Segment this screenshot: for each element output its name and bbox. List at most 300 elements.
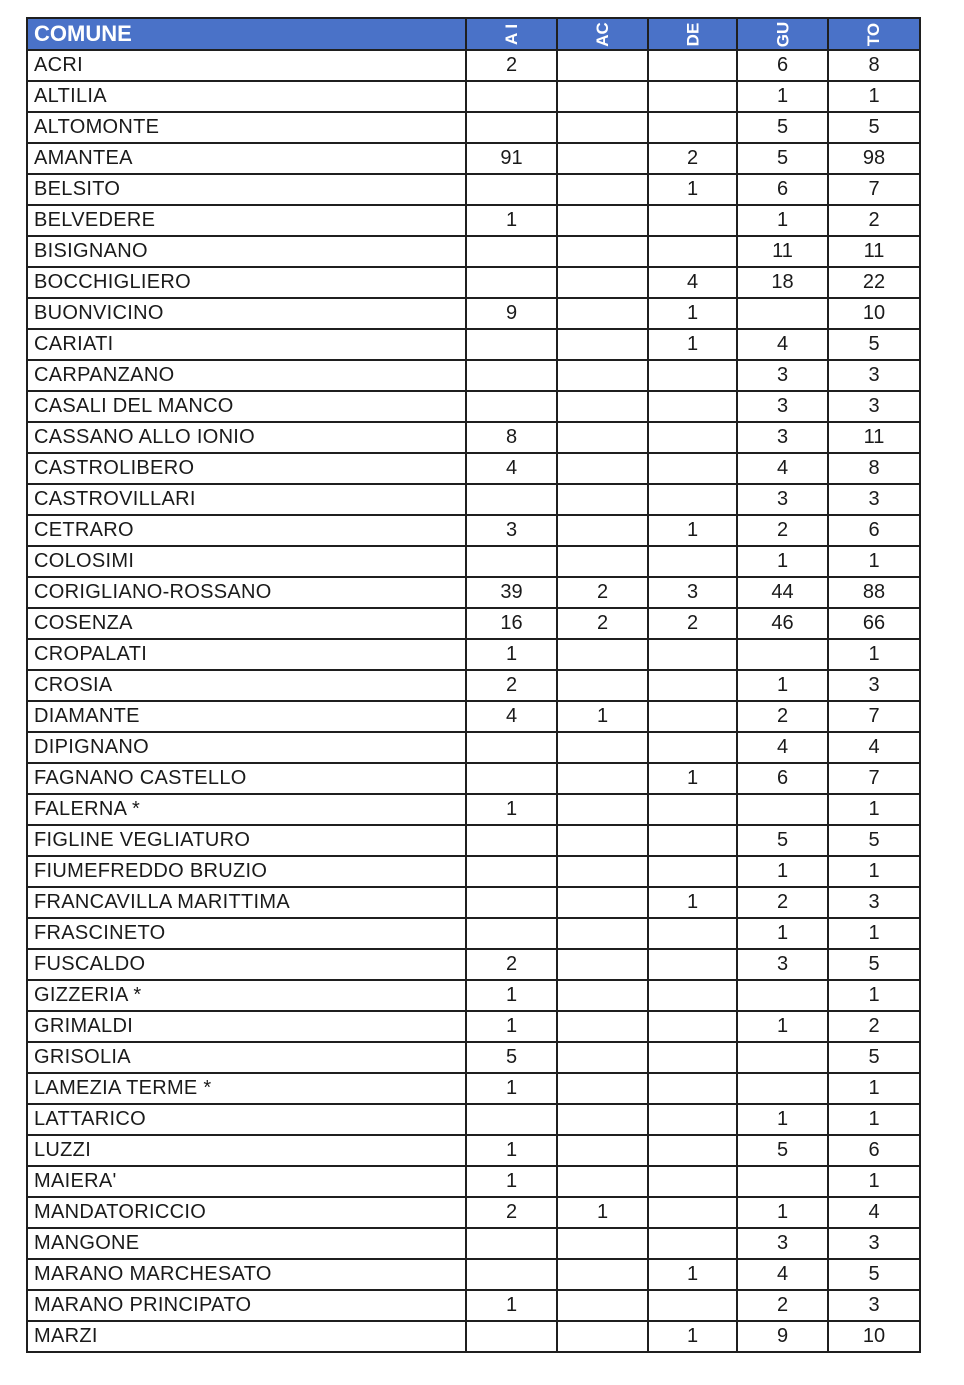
value-cell xyxy=(648,484,737,515)
value-cell xyxy=(648,1290,737,1321)
value-cell: 1 xyxy=(648,1321,737,1352)
value-cell xyxy=(648,112,737,143)
value-cell: 1 xyxy=(828,794,920,825)
table-row xyxy=(27,918,920,949)
table-row xyxy=(27,577,920,608)
comune-cell: GIZZERIA * xyxy=(27,980,466,1011)
value-cell xyxy=(557,143,648,174)
comune-cell: FIGLINE VEGLIATURO xyxy=(27,825,466,856)
comune-cell: MANGONE xyxy=(27,1228,466,1259)
value-cell: 7 xyxy=(828,174,920,205)
value-cell xyxy=(466,732,557,763)
value-cell xyxy=(737,298,828,329)
value-cell xyxy=(737,1166,828,1197)
value-cell xyxy=(466,1104,557,1135)
comune-cell: FALERNA * xyxy=(27,794,466,825)
value-cell xyxy=(557,1166,648,1197)
value-cell: 91 xyxy=(466,143,557,174)
value-cell: 98 xyxy=(828,143,920,174)
value-cell xyxy=(466,1228,557,1259)
comune-cell: ACRI xyxy=(27,50,466,81)
value-cell xyxy=(648,980,737,1011)
table-row xyxy=(27,732,920,763)
value-cell: 11 xyxy=(828,422,920,453)
table-row xyxy=(27,794,920,825)
value-cell xyxy=(648,1166,737,1197)
value-cell xyxy=(648,670,737,701)
table-body xyxy=(27,50,920,1352)
value-cell xyxy=(648,1042,737,1073)
value-cell: 1 xyxy=(828,1073,920,1104)
value-cell xyxy=(648,360,737,391)
value-cell: 3 xyxy=(737,1228,828,1259)
table-row xyxy=(27,298,920,329)
comune-cell: FUSCALDO xyxy=(27,949,466,980)
value-cell: 1 xyxy=(648,1259,737,1290)
comune-cell: FRANCAVILLA MARITTIMA xyxy=(27,887,466,918)
value-cell xyxy=(648,1197,737,1228)
value-cell: 1 xyxy=(466,1290,557,1321)
value-cell: 6 xyxy=(828,1135,920,1166)
value-cell xyxy=(557,50,648,81)
value-cell: 8 xyxy=(828,453,920,484)
value-cell xyxy=(648,856,737,887)
table-row xyxy=(27,670,920,701)
comune-cell: CROPALATI xyxy=(27,639,466,670)
value-cell: 1 xyxy=(648,515,737,546)
value-cell: 5 xyxy=(737,112,828,143)
value-cell: 1 xyxy=(828,1166,920,1197)
value-cell xyxy=(557,1011,648,1042)
value-cell: 9 xyxy=(466,298,557,329)
value-cell: 4 xyxy=(737,1259,828,1290)
value-cell: 8 xyxy=(466,422,557,453)
value-cell xyxy=(648,1104,737,1135)
value-cell xyxy=(648,639,737,670)
comune-cell: GRIMALDI xyxy=(27,1011,466,1042)
value-cell xyxy=(648,732,737,763)
value-cell: 3 xyxy=(466,515,557,546)
value-cell: 1 xyxy=(466,1011,557,1042)
header-col-4: GU xyxy=(737,18,828,50)
value-cell xyxy=(557,856,648,887)
value-cell xyxy=(648,391,737,422)
value-cell: 5 xyxy=(828,825,920,856)
table-row xyxy=(27,1259,920,1290)
table-row xyxy=(27,1042,920,1073)
value-cell: 46 xyxy=(737,608,828,639)
value-cell: 1 xyxy=(737,1104,828,1135)
value-cell: 11 xyxy=(737,236,828,267)
comune-cell: BUONVICINO xyxy=(27,298,466,329)
value-cell: 44 xyxy=(737,577,828,608)
comune-cell: CROSIA xyxy=(27,670,466,701)
comune-cell: CASTROLIBERO xyxy=(27,453,466,484)
value-cell xyxy=(648,453,737,484)
value-cell: 2 xyxy=(557,608,648,639)
value-cell: 4 xyxy=(466,701,557,732)
table-row xyxy=(27,546,920,577)
value-cell: 1 xyxy=(737,856,828,887)
value-cell: 8 xyxy=(828,50,920,81)
value-cell xyxy=(557,887,648,918)
value-cell xyxy=(557,794,648,825)
value-cell: 6 xyxy=(828,515,920,546)
table-row xyxy=(27,112,920,143)
value-cell xyxy=(466,174,557,205)
value-cell xyxy=(557,918,648,949)
table-row xyxy=(27,329,920,360)
table-row xyxy=(27,515,920,546)
value-cell: 4 xyxy=(828,732,920,763)
value-cell xyxy=(557,639,648,670)
value-cell: 16 xyxy=(466,608,557,639)
value-cell xyxy=(466,825,557,856)
value-cell xyxy=(557,980,648,1011)
value-cell xyxy=(466,267,557,298)
value-cell xyxy=(557,422,648,453)
value-cell: 3 xyxy=(828,1228,920,1259)
value-cell xyxy=(557,1290,648,1321)
value-cell xyxy=(648,81,737,112)
value-cell: 18 xyxy=(737,267,828,298)
comune-cell: BELSITO xyxy=(27,174,466,205)
value-cell: 1 xyxy=(828,918,920,949)
value-cell xyxy=(648,918,737,949)
value-cell xyxy=(557,236,648,267)
value-cell xyxy=(466,887,557,918)
value-cell xyxy=(466,391,557,422)
value-cell xyxy=(557,267,648,298)
comune-cell: FIUMEFREDDO BRUZIO xyxy=(27,856,466,887)
value-cell: 7 xyxy=(828,763,920,794)
value-cell: 3 xyxy=(737,949,828,980)
value-cell: 2 xyxy=(648,143,737,174)
comune-cell: GRISOLIA xyxy=(27,1042,466,1073)
value-cell: 66 xyxy=(828,608,920,639)
value-cell xyxy=(557,329,648,360)
table-row xyxy=(27,1321,920,1352)
value-cell: 1 xyxy=(828,856,920,887)
value-cell: 1 xyxy=(466,980,557,1011)
value-cell: 2 xyxy=(828,1011,920,1042)
value-cell xyxy=(466,236,557,267)
value-cell xyxy=(557,298,648,329)
value-cell xyxy=(557,1042,648,1073)
value-cell: 4 xyxy=(648,267,737,298)
value-cell: 5 xyxy=(828,949,920,980)
value-cell xyxy=(466,546,557,577)
value-cell: 1 xyxy=(828,639,920,670)
value-cell xyxy=(557,825,648,856)
value-cell: 3 xyxy=(828,1290,920,1321)
value-cell: 1 xyxy=(648,763,737,794)
table-row xyxy=(27,81,920,112)
value-cell: 3 xyxy=(737,391,828,422)
value-cell xyxy=(648,1073,737,1104)
table-row xyxy=(27,887,920,918)
value-cell xyxy=(737,1042,828,1073)
value-cell: 1 xyxy=(648,887,737,918)
value-cell: 3 xyxy=(828,670,920,701)
table-row xyxy=(27,453,920,484)
value-cell xyxy=(557,763,648,794)
value-cell xyxy=(557,1321,648,1352)
table-row xyxy=(27,267,920,298)
comune-cell: COLOSIMI xyxy=(27,546,466,577)
value-cell xyxy=(557,515,648,546)
value-cell xyxy=(466,112,557,143)
table-row xyxy=(27,1104,920,1135)
value-cell: 1 xyxy=(828,81,920,112)
comune-cell: CORIGLIANO-ROSSANO xyxy=(27,577,466,608)
value-cell: 1 xyxy=(737,670,828,701)
value-cell xyxy=(648,949,737,980)
value-cell xyxy=(557,453,648,484)
value-cell: 3 xyxy=(828,887,920,918)
value-cell: 2 xyxy=(466,1197,557,1228)
header-col-1: A I xyxy=(466,18,557,50)
value-cell: 5 xyxy=(828,329,920,360)
table-row xyxy=(27,701,920,732)
value-cell: 1 xyxy=(737,81,828,112)
table-row xyxy=(27,949,920,980)
header-comune: COMUNE xyxy=(27,18,466,50)
table-row xyxy=(27,391,920,422)
value-cell xyxy=(737,794,828,825)
value-cell: 1 xyxy=(737,918,828,949)
comune-cell: DIAMANTE xyxy=(27,701,466,732)
value-cell xyxy=(557,1073,648,1104)
value-cell: 2 xyxy=(737,887,828,918)
value-cell: 1 xyxy=(648,329,737,360)
table-row xyxy=(27,980,920,1011)
value-cell xyxy=(557,949,648,980)
value-cell xyxy=(648,1228,737,1259)
comune-cell: CARPANZANO xyxy=(27,360,466,391)
comune-cell: MAIERA' xyxy=(27,1166,466,1197)
table-row xyxy=(27,856,920,887)
header-col-5: TO xyxy=(828,18,920,50)
header-col-2: AC xyxy=(557,18,648,50)
value-cell: 2 xyxy=(828,205,920,236)
value-cell: 6 xyxy=(737,174,828,205)
value-cell: 1 xyxy=(737,546,828,577)
value-cell xyxy=(466,763,557,794)
table-row xyxy=(27,360,920,391)
table-row xyxy=(27,1166,920,1197)
value-cell: 3 xyxy=(828,391,920,422)
value-cell xyxy=(648,546,737,577)
value-cell: 22 xyxy=(828,267,920,298)
value-cell xyxy=(648,205,737,236)
comune-cell: BISIGNANO xyxy=(27,236,466,267)
value-cell: 4 xyxy=(466,453,557,484)
value-cell: 1 xyxy=(648,174,737,205)
value-cell xyxy=(648,50,737,81)
value-cell xyxy=(557,732,648,763)
value-cell: 1 xyxy=(466,639,557,670)
value-cell xyxy=(557,112,648,143)
table-row xyxy=(27,1290,920,1321)
value-cell xyxy=(557,360,648,391)
value-cell xyxy=(557,670,648,701)
comune-cell: CETRARO xyxy=(27,515,466,546)
value-cell xyxy=(737,639,828,670)
value-cell: 2 xyxy=(737,515,828,546)
table-row xyxy=(27,143,920,174)
value-cell xyxy=(466,329,557,360)
value-cell: 9 xyxy=(737,1321,828,1352)
value-cell xyxy=(466,360,557,391)
header-col-3: DE xyxy=(648,18,737,50)
value-cell xyxy=(466,918,557,949)
value-cell xyxy=(648,701,737,732)
table-row xyxy=(27,422,920,453)
value-cell xyxy=(648,794,737,825)
value-cell xyxy=(737,1073,828,1104)
value-cell xyxy=(557,391,648,422)
comune-cell: MANDATORICCIO xyxy=(27,1197,466,1228)
value-cell: 3 xyxy=(737,422,828,453)
value-cell: 4 xyxy=(737,732,828,763)
comune-cell: BOCCHIGLIERO xyxy=(27,267,466,298)
value-cell: 1 xyxy=(466,205,557,236)
value-cell: 1 xyxy=(466,794,557,825)
value-cell: 3 xyxy=(648,577,737,608)
value-cell xyxy=(466,1321,557,1352)
value-cell: 1 xyxy=(466,1166,557,1197)
value-cell xyxy=(557,205,648,236)
value-cell: 6 xyxy=(737,763,828,794)
value-cell: 2 xyxy=(737,701,828,732)
value-cell xyxy=(557,1228,648,1259)
value-cell: 1 xyxy=(828,980,920,1011)
value-cell: 1 xyxy=(737,205,828,236)
table-row xyxy=(27,205,920,236)
table-row xyxy=(27,1011,920,1042)
value-cell: 2 xyxy=(466,949,557,980)
comune-cell: LATTARICO xyxy=(27,1104,466,1135)
comune-cell: LAMEZIA TERME * xyxy=(27,1073,466,1104)
value-cell xyxy=(557,1104,648,1135)
value-cell: 10 xyxy=(828,1321,920,1352)
comune-cell: FAGNANO CASTELLO xyxy=(27,763,466,794)
value-cell: 5 xyxy=(828,1259,920,1290)
comune-cell: CASTROVILLARI xyxy=(27,484,466,515)
table-row xyxy=(27,1073,920,1104)
table-row xyxy=(27,608,920,639)
comune-cell: FRASCINETO xyxy=(27,918,466,949)
value-cell: 5 xyxy=(737,825,828,856)
value-cell xyxy=(557,1259,648,1290)
value-cell: 3 xyxy=(828,360,920,391)
table-row xyxy=(27,639,920,670)
value-cell: 2 xyxy=(737,1290,828,1321)
value-cell xyxy=(557,1135,648,1166)
comune-cell: BELVEDERE xyxy=(27,205,466,236)
value-cell: 1 xyxy=(557,701,648,732)
value-cell xyxy=(557,81,648,112)
comune-cell: MARANO MARCHESATO xyxy=(27,1259,466,1290)
value-cell xyxy=(557,546,648,577)
value-cell: 4 xyxy=(828,1197,920,1228)
comune-cell: DIPIGNANO xyxy=(27,732,466,763)
comune-cell: LUZZI xyxy=(27,1135,466,1166)
value-cell: 5 xyxy=(466,1042,557,1073)
table-row xyxy=(27,1197,920,1228)
value-cell: 3 xyxy=(737,360,828,391)
value-cell: 1 xyxy=(828,546,920,577)
value-cell: 3 xyxy=(828,484,920,515)
value-cell: 88 xyxy=(828,577,920,608)
value-cell xyxy=(557,174,648,205)
value-cell xyxy=(557,484,648,515)
value-cell xyxy=(466,856,557,887)
value-cell: 2 xyxy=(648,608,737,639)
value-cell: 1 xyxy=(466,1135,557,1166)
value-cell xyxy=(466,81,557,112)
value-cell: 2 xyxy=(466,670,557,701)
value-cell: 1 xyxy=(648,298,737,329)
comuni-table xyxy=(26,17,921,1353)
value-cell: 11 xyxy=(828,236,920,267)
value-cell xyxy=(737,980,828,1011)
value-cell: 10 xyxy=(828,298,920,329)
comune-cell: CARIATI xyxy=(27,329,466,360)
table-row xyxy=(27,50,920,81)
value-cell xyxy=(648,1135,737,1166)
comune-cell: CASSANO ALLO IONIO xyxy=(27,422,466,453)
value-cell xyxy=(466,1259,557,1290)
value-cell: 5 xyxy=(828,1042,920,1073)
value-cell xyxy=(648,1011,737,1042)
comune-cell: CASALI DEL MANCO xyxy=(27,391,466,422)
value-cell xyxy=(648,825,737,856)
value-cell: 1 xyxy=(557,1197,648,1228)
value-cell: 2 xyxy=(557,577,648,608)
table-header-row xyxy=(27,18,920,50)
value-cell: 4 xyxy=(737,453,828,484)
comune-cell: AMANTEA xyxy=(27,143,466,174)
value-cell: 39 xyxy=(466,577,557,608)
comune-cell: MARANO PRINCIPATO xyxy=(27,1290,466,1321)
table-row xyxy=(27,825,920,856)
value-cell: 7 xyxy=(828,701,920,732)
value-cell: 5 xyxy=(828,112,920,143)
table-row xyxy=(27,484,920,515)
value-cell: 2 xyxy=(466,50,557,81)
table-row xyxy=(27,236,920,267)
value-cell: 1 xyxy=(828,1104,920,1135)
value-cell: 1 xyxy=(737,1197,828,1228)
value-cell xyxy=(648,236,737,267)
comune-cell: COSENZA xyxy=(27,608,466,639)
value-cell xyxy=(466,484,557,515)
value-cell xyxy=(648,422,737,453)
value-cell: 1 xyxy=(466,1073,557,1104)
table-row xyxy=(27,1135,920,1166)
value-cell: 1 xyxy=(737,1011,828,1042)
value-cell: 5 xyxy=(737,143,828,174)
table-row xyxy=(27,1228,920,1259)
comune-cell: MARZI xyxy=(27,1321,466,1352)
value-cell: 5 xyxy=(737,1135,828,1166)
value-cell: 3 xyxy=(737,484,828,515)
value-cell: 6 xyxy=(737,50,828,81)
table-row xyxy=(27,174,920,205)
table-row xyxy=(27,763,920,794)
